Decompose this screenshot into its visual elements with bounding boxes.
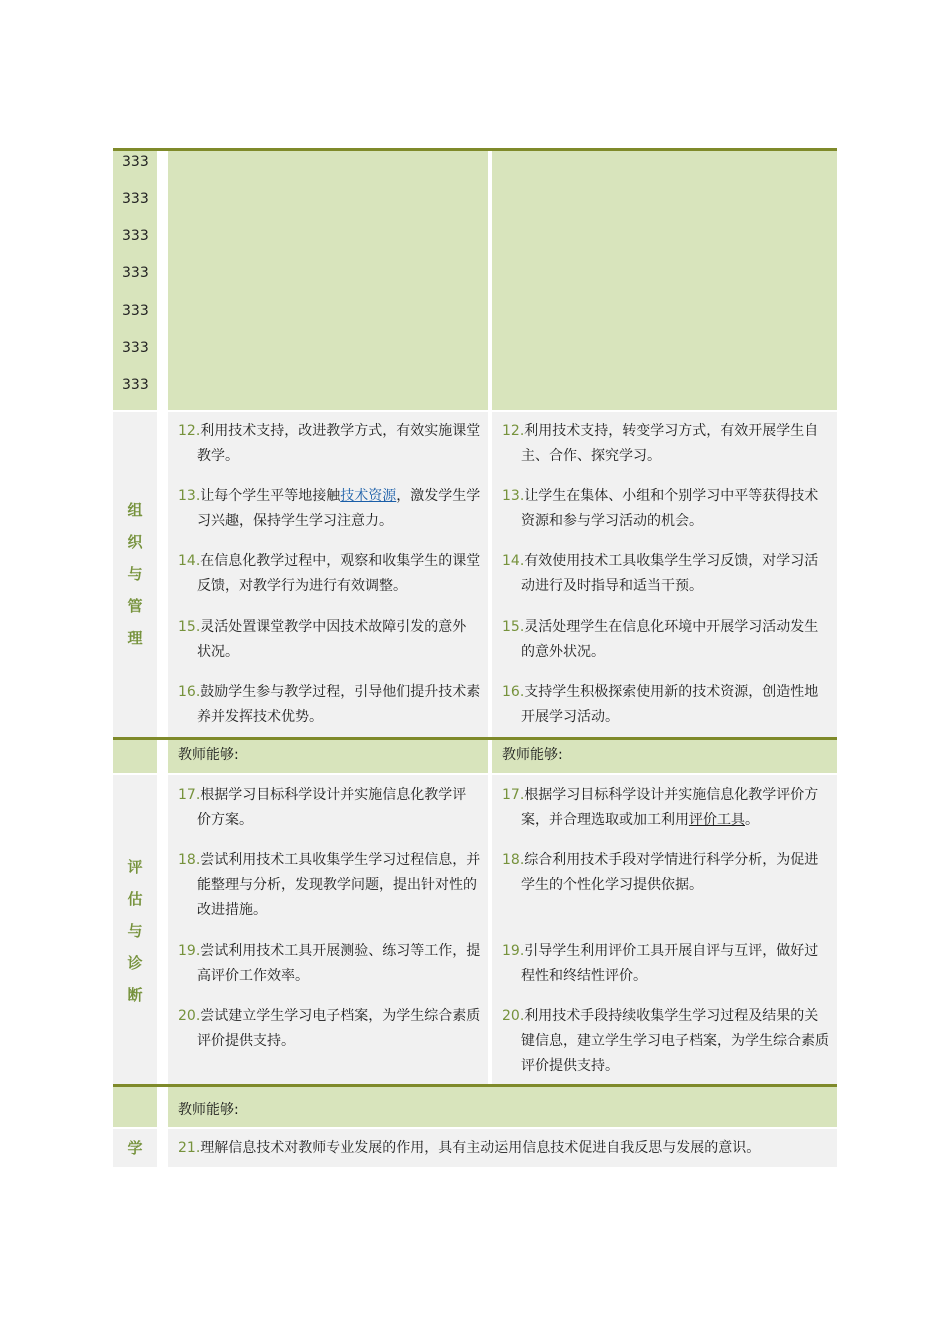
evaluation-tools-term: 评价工具 <box>689 812 745 828</box>
number-label: 333 <box>122 340 149 356</box>
list-item: 20.利用技术手段持续收集学生学习过程及结果的关 键信息，建立学生学习电子档案，为学生综合素质 评价提供支持。 <box>502 1008 829 1074</box>
list-item: 14.在信息化教学过程中，观察和收集学生的课堂 反馈，对教学行为进行有效调整。 <box>178 553 481 594</box>
org-category-label: 组 织 与 管 理 <box>127 501 143 647</box>
list-item: 20.尝试建立学生学习电子档案，为学生综合素质 评价提供支持。 <box>178 1008 481 1049</box>
learn-header-left <box>113 1087 157 1127</box>
learn-category-label: 学 <box>127 1139 143 1157</box>
list-item: 19.引导学生利用评价工具开展自评与互评，做好过 程性和终结性评价。 <box>502 943 819 984</box>
learn-header: 教师能够: <box>178 1102 239 1118</box>
list-item: 13.让学生在集体、小组和个别学习中平等获得技术 资源和参与学习活动的机会。 <box>502 488 819 529</box>
number-label: 333 <box>122 154 149 170</box>
eval-category-label: 评 估 与 诊 断 <box>127 858 143 1004</box>
number-label: 333 <box>122 303 149 319</box>
top-right-cell <box>492 151 837 410</box>
number-label: 333 <box>122 228 149 244</box>
list-item: 14.有效使用技术工具收集学生学习反馈，对学习活 动进行及时指导和适当干预。 <box>502 553 819 594</box>
technical-resources-link[interactable]: 技术资源 <box>340 488 397 504</box>
list-item: 15.灵活处置课堂教学中因技术故障引发的意外 状况。 <box>178 619 467 660</box>
list-item: 16.鼓励学生参与教学过程，引导他们提升技术素 养并发挥技术优势。 <box>178 684 481 725</box>
list-item: 16.支持学生积极探索使用新的技术资源，创造性地 开展学习活动。 <box>502 684 819 725</box>
list-item: 15.灵活处理学生在信息化环境中开展学习活动发生 的意外状况。 <box>502 619 819 660</box>
list-item: 21.理解信息技术对教师专业发展的作用，具有主动运用信息技术促进自我反思与发展的意识。 <box>178 1140 761 1156</box>
eval-student-header: 教师能够: <box>502 747 563 763</box>
list-item: 19.尝试利用技术工具开展测验、练习等工作，提 高评价工作效率。 <box>178 943 481 984</box>
list-item: 12.利用技术支持，转变学习方式，有效开展学生自 主、合作、探究学习。 <box>502 423 819 464</box>
eval-teacher-header: 教师能够: <box>178 747 239 763</box>
list-item: 18.尝试利用技术工具收集学生学习过程信息，并 能整理与分析，发现教学问题，提出针对性的 改进措施。 <box>178 852 481 918</box>
list-item: 13.让每个学生平等地接触技术资源，激发学生学 习兴趣，保持学生学习注意力。 <box>178 488 481 529</box>
learn-header-main <box>168 1087 837 1127</box>
top-mid-cell <box>168 151 488 410</box>
list-item: 17.根据学习目标科学设计并实施信息化教学评价方 案，并合理选取或加工利用评价工具。 <box>502 787 819 828</box>
number-label: 333 <box>122 265 149 281</box>
list-item: 17.根据学习目标科学设计并实施信息化教学评 价方案。 <box>178 787 467 828</box>
number-label: 333 <box>122 377 149 393</box>
list-item: 12.利用技术支持，改进教学方式，有效实施课堂 教学。 <box>178 423 481 464</box>
list-item: 18.综合利用技术手段对学情进行科学分析，为促进 学生的个性化学习提供依据。 <box>502 852 819 893</box>
number-label: 333 <box>122 191 149 207</box>
eval-header-left <box>113 740 157 773</box>
